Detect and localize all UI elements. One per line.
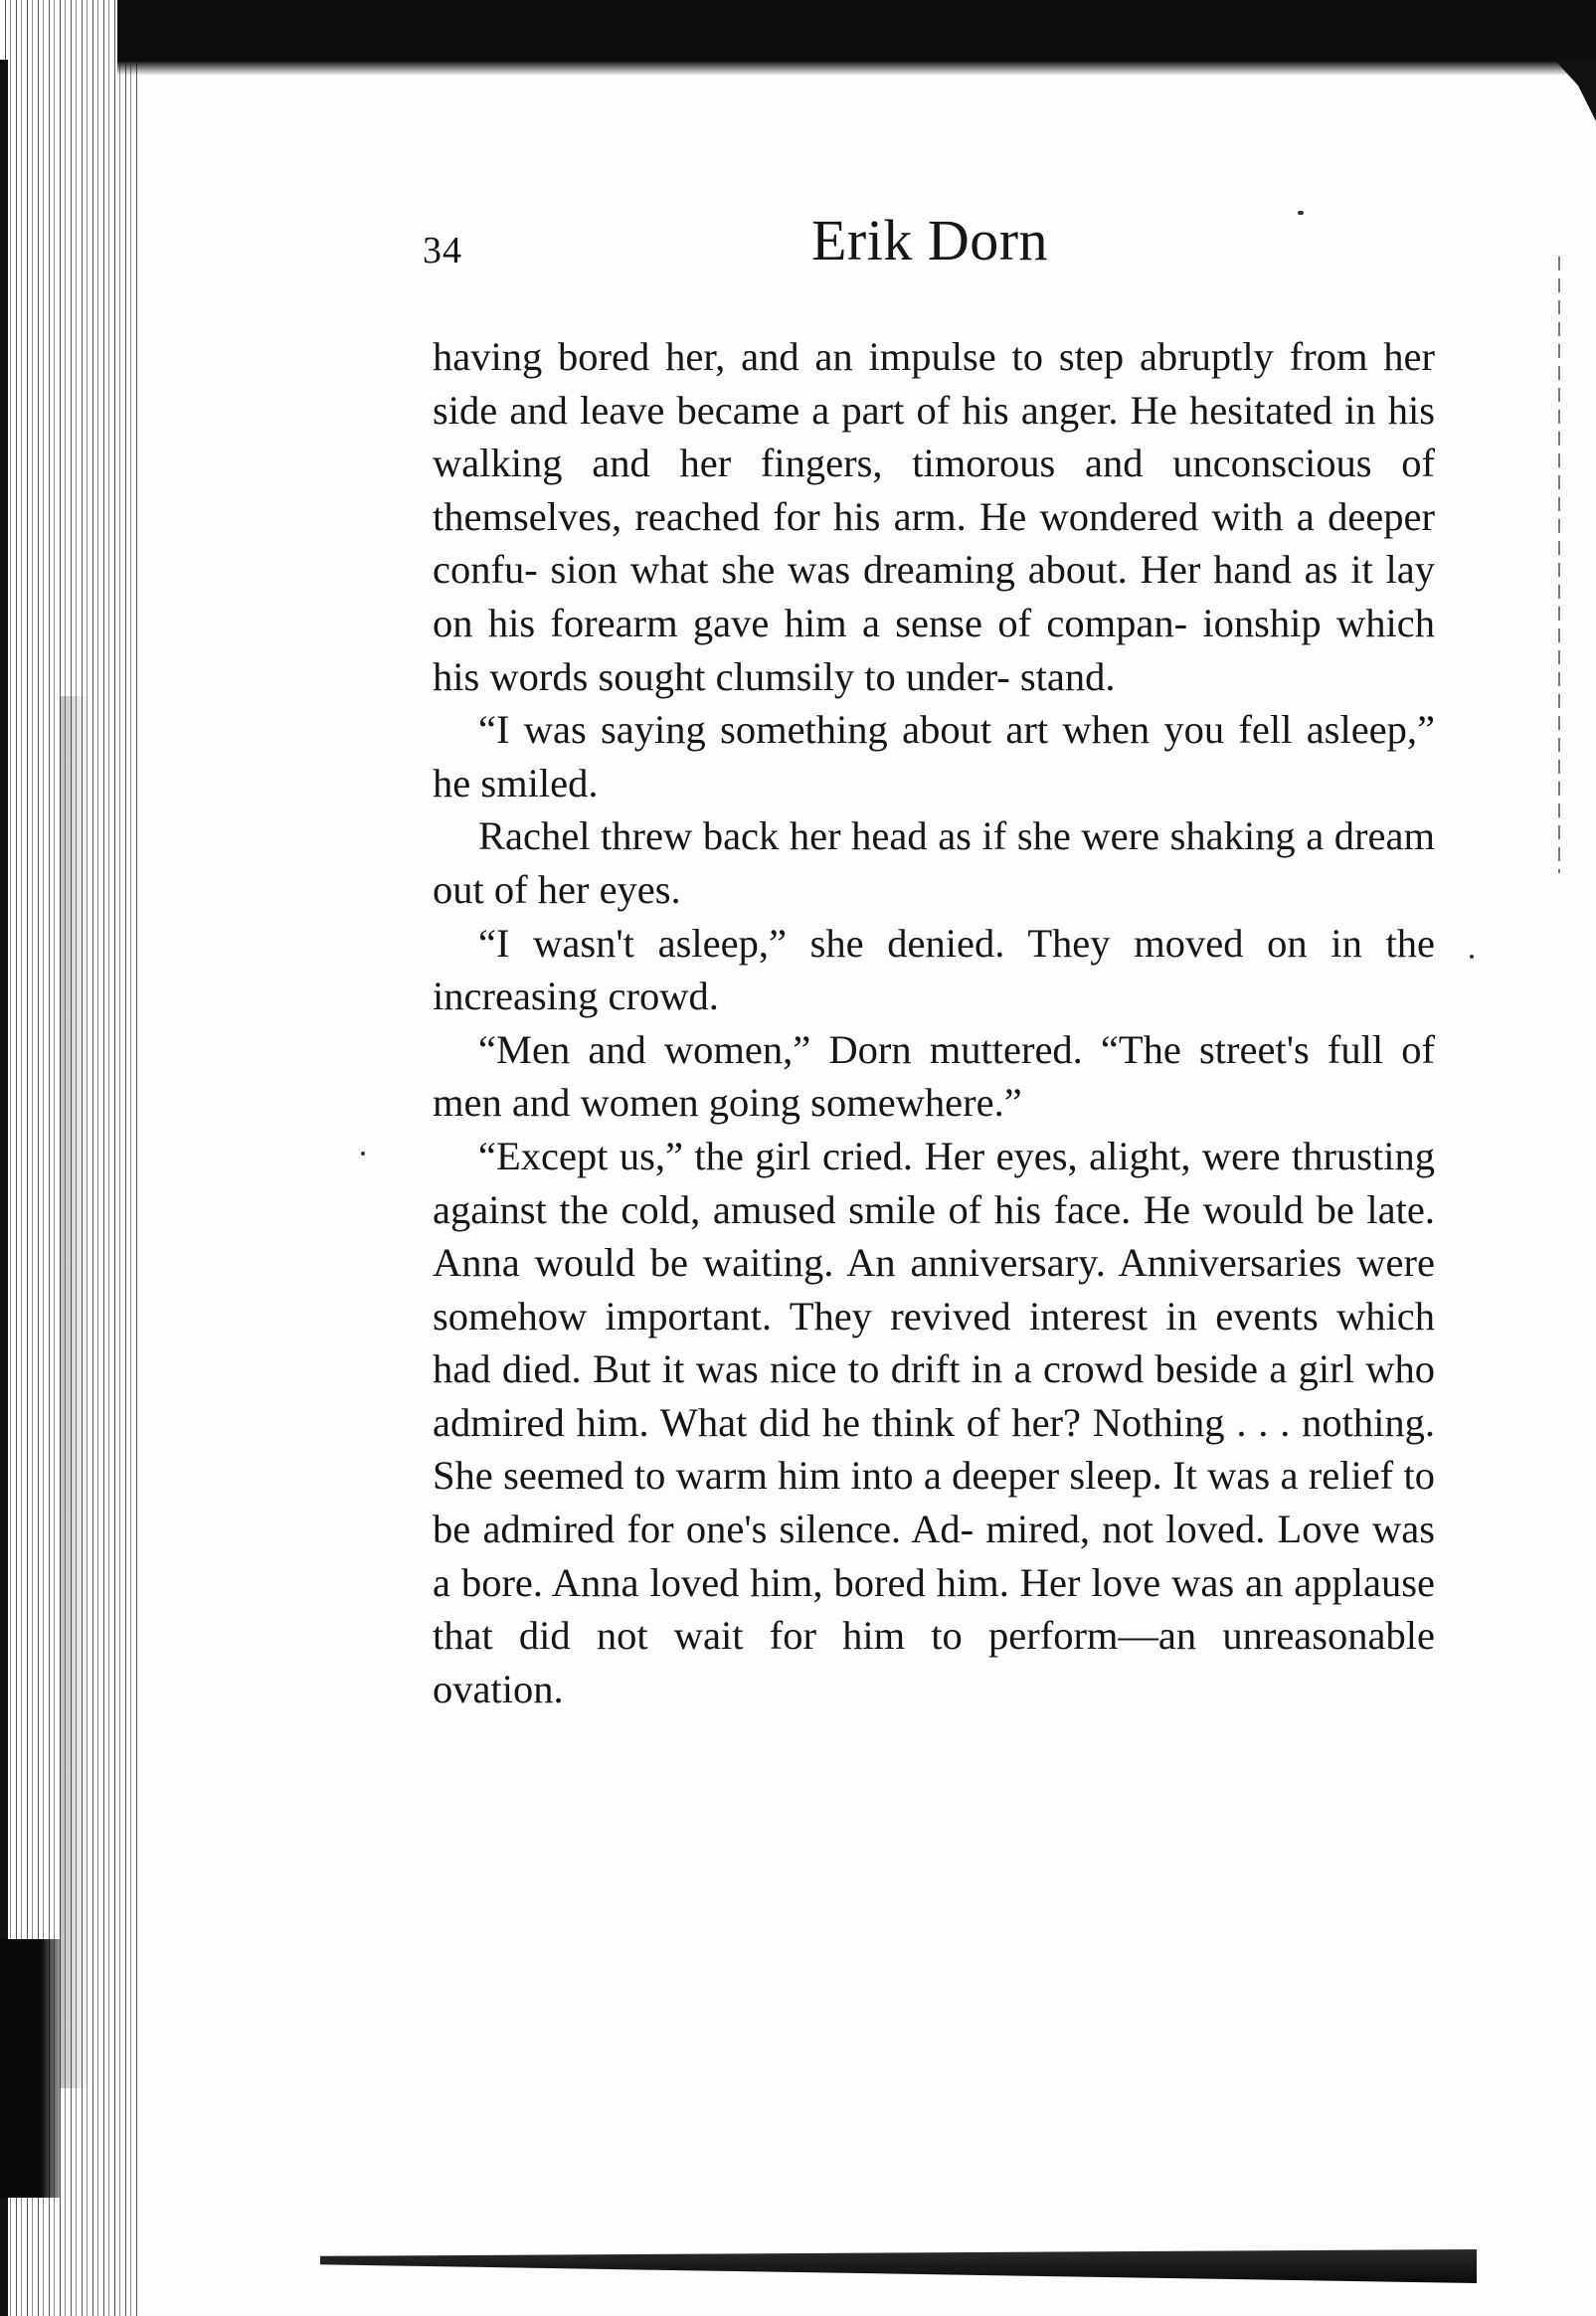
- scan-bottom-edge: [320, 2249, 1477, 2283]
- paragraph: “Except us,” the girl cried. Her eyes, alight, were thrusting against the cold, amused smile of his face. He would be late. Anna would be waiting. An anniversary. Anniversaries were somehow important. They revived interest in events which had died. But it was nice to drift in a crowd beside a girl who admired him. What did he think of her? Nothing . . . nothing. She seemed to warm him into a deeper sleep. It was a relief to be admired for one's silence. Ad- mired, not loved. Love was a bore. Anna loved him, bored him. Her love was an applause that did not wait for him to perform—an unreasonable ovation.: [433, 1133, 1435, 1711]
- page-header: [423, 207, 1437, 286]
- paragraph: Rachel threw back her head as if she were shaking a dream out of her eyes.: [433, 813, 1435, 912]
- scan-speck: [1470, 955, 1474, 959]
- scan-right-edge-mark: [1558, 257, 1560, 873]
- paragraph: “Men and women,” Dorn muttered. “The street's full of men and women going somewhere.”: [433, 1026, 1435, 1126]
- gutter-shadow: [60, 696, 89, 2088]
- running-title: Erik Dorn: [810, 208, 1049, 272]
- scan-top-edge-fade: [117, 62, 1596, 76]
- scan-bottom-left-artifact: [0, 1939, 60, 2198]
- paragraph: “I was saying something about art when you fell asleep,” he smiled.: [433, 707, 1435, 805]
- scan-top-edge: [117, 0, 1596, 62]
- paragraph: “I wasn't asleep,” she denied. They moved on in the increasing crowd.: [433, 920, 1435, 1019]
- scan-speck: [361, 1152, 365, 1156]
- body-text: [433, 330, 1435, 1715]
- page-number: 34: [423, 230, 462, 271]
- paragraph: having bored her, and an impulse to step abruptly from her side and leave became a part of his anger. He hesitated in his walking and her fingers, timorous and unconscious of themselves, reached for his arm. He wondered with a deeper confu- sion what she was dreaming about. Her hand as it lay on his forearm gave him a sense of compan- ionship which his words sought clumsily to under- stand.: [433, 334, 1435, 699]
